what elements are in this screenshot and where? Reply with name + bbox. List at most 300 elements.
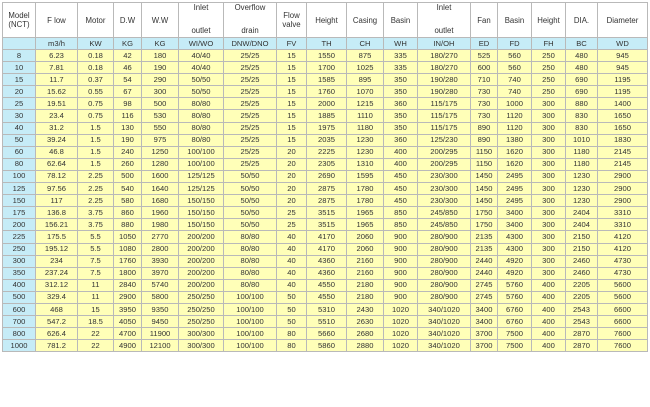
table-cell: 830 bbox=[566, 110, 598, 122]
table-cell: 4170 bbox=[307, 231, 347, 243]
column-header-top: Model bbox=[8, 11, 30, 20]
table-cell: 1380 bbox=[498, 134, 532, 146]
column-header-top: Inlet bbox=[193, 3, 209, 12]
table-cell: 156.21 bbox=[36, 219, 78, 231]
table-cell: 900 bbox=[384, 243, 418, 255]
table-body bbox=[3, 50, 648, 352]
table-cell: 5760 bbox=[498, 279, 532, 291]
table-cell: 1120 bbox=[498, 110, 532, 122]
table-cell: 2404 bbox=[566, 207, 598, 219]
table-cell: 1020 bbox=[384, 303, 418, 315]
column-header-top: Height bbox=[315, 15, 338, 25]
table-cell: 1650 bbox=[598, 110, 648, 122]
model-cell: 800 bbox=[3, 328, 36, 340]
table-row bbox=[3, 231, 648, 243]
table-cell: 4550 bbox=[307, 279, 347, 291]
model-cell: 300 bbox=[3, 255, 36, 267]
table-cell: 25/25 bbox=[224, 110, 277, 122]
table-cell: 500 bbox=[114, 170, 142, 182]
table-cell: 0.37 bbox=[78, 74, 114, 86]
table-cell: 1780 bbox=[347, 183, 384, 195]
unit-cell: KW bbox=[78, 38, 114, 50]
table-cell: 1110 bbox=[347, 110, 384, 122]
table-cell: 6.23 bbox=[36, 50, 78, 62]
table-cell: 20 bbox=[277, 183, 307, 195]
table-cell: 1885 bbox=[307, 110, 347, 122]
unit-cell: IN/OH bbox=[418, 38, 471, 50]
table-cell: 5.5 bbox=[78, 243, 114, 255]
model-cell: 100 bbox=[3, 170, 36, 182]
table-cell: 400 bbox=[532, 303, 566, 315]
table-cell: 360 bbox=[384, 98, 418, 110]
table-cell: 25/25 bbox=[224, 158, 277, 170]
model-cell: 400 bbox=[3, 279, 36, 291]
table-cell: 19.51 bbox=[36, 98, 78, 110]
table-cell: 9450 bbox=[142, 316, 179, 328]
table-cell: 100/100 bbox=[224, 303, 277, 315]
table-cell: 2135 bbox=[471, 243, 498, 255]
table-cell: 2225 bbox=[307, 146, 347, 158]
table-cell: 100/100 bbox=[224, 316, 277, 328]
table-cell: 22 bbox=[78, 340, 114, 352]
column-header bbox=[277, 3, 307, 38]
table-cell: 50/50 bbox=[179, 86, 224, 98]
table-cell: 25/25 bbox=[224, 98, 277, 110]
table-cell: 525 bbox=[471, 50, 498, 62]
table-cell: 2875 bbox=[307, 195, 347, 207]
table-cell: 560 bbox=[498, 62, 532, 74]
table-cell: 400 bbox=[532, 328, 566, 340]
table-cell: 1620 bbox=[498, 146, 532, 158]
table-cell: 1450 bbox=[471, 170, 498, 182]
model-cell: 150 bbox=[3, 195, 36, 207]
table-cell: 2543 bbox=[566, 316, 598, 328]
table-cell: 1010 bbox=[566, 134, 598, 146]
table-cell: 15 bbox=[277, 86, 307, 98]
table-cell: 480 bbox=[566, 50, 598, 62]
column-header bbox=[532, 3, 566, 38]
column-header bbox=[307, 3, 347, 38]
table-cell: 3.75 bbox=[78, 219, 114, 231]
table-cell: 1640 bbox=[142, 183, 179, 195]
table-cell: 300 bbox=[532, 110, 566, 122]
model-cell: 500 bbox=[3, 291, 36, 303]
table-cell: 3700 bbox=[471, 328, 498, 340]
table-cell: 3400 bbox=[471, 303, 498, 315]
table-cell: 300 bbox=[532, 134, 566, 146]
table-row bbox=[3, 122, 648, 134]
table-cell: 350 bbox=[384, 122, 418, 134]
table-cell: 730 bbox=[471, 110, 498, 122]
table-cell: 5740 bbox=[142, 279, 179, 291]
table-cell: 80 bbox=[277, 328, 307, 340]
table-cell: 62.64 bbox=[36, 158, 78, 170]
table-cell: 25/25 bbox=[224, 50, 277, 62]
table-cell: 690 bbox=[566, 74, 598, 86]
table-cell: 300 bbox=[532, 195, 566, 207]
column-header bbox=[498, 3, 532, 38]
table-cell: 781.2 bbox=[36, 340, 78, 352]
table-cell: 560 bbox=[498, 50, 532, 62]
table-cell: 626.4 bbox=[36, 328, 78, 340]
table-cell: 900 bbox=[384, 255, 418, 267]
table-cell: 600 bbox=[471, 62, 498, 74]
table-cell: 4300 bbox=[498, 243, 532, 255]
table-cell: 2495 bbox=[498, 195, 532, 207]
table-cell: 2145 bbox=[598, 158, 648, 170]
table-cell: 80/80 bbox=[224, 231, 277, 243]
table-cell: 11.7 bbox=[36, 74, 78, 86]
table-row bbox=[3, 62, 648, 74]
table-cell: 2745 bbox=[471, 279, 498, 291]
table-cell: 280/900 bbox=[418, 291, 471, 303]
table-cell: 1080 bbox=[114, 243, 142, 255]
table-cell: 20 bbox=[277, 158, 307, 170]
table-cell: 15.62 bbox=[36, 86, 78, 98]
column-header-top: Basin bbox=[390, 15, 411, 25]
table-cell: 1230 bbox=[347, 146, 384, 158]
table-cell: 11 bbox=[78, 291, 114, 303]
table-cell: 150/150 bbox=[179, 207, 224, 219]
table-cell: 450 bbox=[384, 170, 418, 182]
model-cell: 60 bbox=[3, 146, 36, 158]
table-cell: 860 bbox=[114, 207, 142, 219]
table-cell: 2060 bbox=[347, 243, 384, 255]
table-cell: 245/850 bbox=[418, 219, 471, 231]
table-cell: 340/1020 bbox=[418, 316, 471, 328]
table-cell: 40/40 bbox=[179, 62, 224, 74]
model-cell: 8 bbox=[3, 50, 36, 62]
table-row bbox=[3, 170, 648, 182]
table-cell: 50/50 bbox=[224, 183, 277, 195]
column-header bbox=[142, 3, 179, 38]
table-cell: 4360 bbox=[307, 255, 347, 267]
table-cell: 2060 bbox=[347, 231, 384, 243]
table-cell: 2800 bbox=[142, 243, 179, 255]
table-cell: 190 bbox=[114, 134, 142, 146]
table-cell: 125/125 bbox=[179, 183, 224, 195]
table-cell: 260 bbox=[114, 158, 142, 170]
table-cell: 150/150 bbox=[179, 219, 224, 231]
table-cell: 67 bbox=[114, 86, 142, 98]
unit-cell: WH bbox=[384, 38, 418, 50]
table-cell: 1250 bbox=[142, 146, 179, 158]
table-cell: 4050 bbox=[114, 316, 142, 328]
table-cell: 2880 bbox=[347, 340, 384, 352]
table-cell: 540 bbox=[114, 183, 142, 195]
table-cell: 7.5 bbox=[78, 255, 114, 267]
table-cell: 2875 bbox=[307, 183, 347, 195]
table-cell: 830 bbox=[566, 122, 598, 134]
table-cell: 550 bbox=[142, 122, 179, 134]
table-cell: 300/300 bbox=[179, 328, 224, 340]
model-cell: 10 bbox=[3, 62, 36, 74]
table-cell: 1150 bbox=[471, 158, 498, 170]
model-cell: 40 bbox=[3, 122, 36, 134]
table-cell: 300 bbox=[532, 219, 566, 231]
column-header bbox=[384, 3, 418, 38]
table-cell: 25/25 bbox=[224, 62, 277, 74]
unit-cell: WI/WO bbox=[179, 38, 224, 50]
table-cell: 7.81 bbox=[36, 62, 78, 74]
table-cell: 880 bbox=[114, 219, 142, 231]
table-row bbox=[3, 207, 648, 219]
table-cell: 200/200 bbox=[179, 231, 224, 243]
table-cell: 740 bbox=[498, 74, 532, 86]
table-cell: 360 bbox=[384, 134, 418, 146]
column-header bbox=[179, 3, 224, 38]
table-cell: 1195 bbox=[598, 86, 648, 98]
table-row bbox=[3, 219, 648, 231]
table-row bbox=[3, 243, 648, 255]
table-cell: 98 bbox=[114, 98, 142, 110]
table-cell: 1400 bbox=[598, 98, 648, 110]
table-cell: 3930 bbox=[142, 255, 179, 267]
table-cell: 1800 bbox=[114, 267, 142, 279]
table-cell: 450 bbox=[384, 183, 418, 195]
table-cell: 1025 bbox=[347, 62, 384, 74]
table-cell: 80/80 bbox=[224, 267, 277, 279]
table-cell: 350 bbox=[384, 74, 418, 86]
table-cell: 1180 bbox=[566, 158, 598, 170]
table-cell: 895 bbox=[347, 74, 384, 86]
table-cell: 329.4 bbox=[36, 291, 78, 303]
table-cell: 1750 bbox=[471, 219, 498, 231]
table-cell: 2770 bbox=[142, 231, 179, 243]
table-cell: 280/900 bbox=[418, 279, 471, 291]
table-cell: 25/25 bbox=[224, 134, 277, 146]
table-cell: 1620 bbox=[498, 158, 532, 170]
model-cell: 600 bbox=[3, 303, 36, 315]
table-cell: 890 bbox=[471, 134, 498, 146]
table-cell: 2870 bbox=[566, 328, 598, 340]
table-cell: 300 bbox=[532, 231, 566, 243]
table-cell: 20 bbox=[277, 170, 307, 182]
table-row bbox=[3, 328, 648, 340]
column-header-top: Basin bbox=[504, 15, 525, 25]
table-cell: 1.5 bbox=[78, 122, 114, 134]
table-cell: 900 bbox=[384, 279, 418, 291]
table-cell: 2.25 bbox=[78, 170, 114, 182]
table-cell: 25 bbox=[277, 207, 307, 219]
table-cell: 25/25 bbox=[224, 86, 277, 98]
table-cell: 1230 bbox=[347, 134, 384, 146]
header-row bbox=[3, 3, 648, 38]
table-cell: 2690 bbox=[307, 170, 347, 182]
table-cell: 20 bbox=[277, 146, 307, 158]
table-cell: 180 bbox=[142, 50, 179, 62]
table-cell: 2205 bbox=[566, 291, 598, 303]
table-row bbox=[3, 86, 648, 98]
table-cell: 1960 bbox=[142, 207, 179, 219]
table-cell: 4700 bbox=[114, 328, 142, 340]
column-header-bottom: drain bbox=[241, 26, 259, 35]
table-row bbox=[3, 146, 648, 158]
table-cell: 42 bbox=[114, 50, 142, 62]
table-cell: 50/50 bbox=[224, 170, 277, 182]
table-cell: 400 bbox=[384, 146, 418, 158]
table-cell: 300 bbox=[532, 158, 566, 170]
table-cell: 2900 bbox=[598, 170, 648, 182]
table-row bbox=[3, 134, 648, 146]
table-cell: 6760 bbox=[498, 303, 532, 315]
table-cell: 2840 bbox=[114, 279, 142, 291]
table-row bbox=[3, 255, 648, 267]
table-cell: 450 bbox=[384, 195, 418, 207]
table-cell: 4900 bbox=[114, 340, 142, 352]
table-cell: 25/25 bbox=[224, 146, 277, 158]
table-cell: 2160 bbox=[347, 255, 384, 267]
table-cell: 300 bbox=[532, 122, 566, 134]
table-cell: 2900 bbox=[114, 291, 142, 303]
table-cell: 1150 bbox=[471, 146, 498, 158]
table-cell: 0.18 bbox=[78, 62, 114, 74]
unit-cell: FH bbox=[532, 38, 566, 50]
table-cell: 18.5 bbox=[78, 316, 114, 328]
table-cell: 4120 bbox=[598, 231, 648, 243]
unit-row bbox=[3, 38, 648, 50]
table-cell: 2430 bbox=[347, 303, 384, 315]
table-cell: 117 bbox=[36, 195, 78, 207]
table-cell: 250/250 bbox=[179, 316, 224, 328]
table-cell: 115/175 bbox=[418, 122, 471, 134]
column-header bbox=[471, 3, 498, 38]
table-cell: 5600 bbox=[598, 291, 648, 303]
table-cell: 230/300 bbox=[418, 195, 471, 207]
table-cell: 890 bbox=[471, 122, 498, 134]
table-cell: 125/125 bbox=[179, 170, 224, 182]
table-cell: 350 bbox=[384, 110, 418, 122]
table-cell: 50 bbox=[277, 303, 307, 315]
table-cell: 100/100 bbox=[224, 291, 277, 303]
table-cell: 1680 bbox=[142, 195, 179, 207]
table-cell: 2150 bbox=[566, 243, 598, 255]
table-cell: 1700 bbox=[307, 62, 347, 74]
table-row bbox=[3, 74, 648, 86]
table-cell: 180/270 bbox=[418, 50, 471, 62]
table-cell: 40 bbox=[277, 255, 307, 267]
table-cell: 335 bbox=[384, 50, 418, 62]
table-cell: 234 bbox=[36, 255, 78, 267]
table-cell: 340/1020 bbox=[418, 303, 471, 315]
column-header-top: D.W bbox=[119, 15, 136, 25]
table-cell: 468 bbox=[36, 303, 78, 315]
table-cell: 1.5 bbox=[78, 158, 114, 170]
unit-cell: m3/h bbox=[36, 38, 78, 50]
table-cell: 3310 bbox=[598, 207, 648, 219]
table-cell: 4550 bbox=[307, 291, 347, 303]
table-cell: 1230 bbox=[566, 183, 598, 195]
table-cell: 280/900 bbox=[418, 255, 471, 267]
table-cell: 1600 bbox=[142, 170, 179, 182]
model-cell: 250 bbox=[3, 243, 36, 255]
table-cell: 300 bbox=[142, 86, 179, 98]
table-cell: 1965 bbox=[347, 219, 384, 231]
table-cell: 200/295 bbox=[418, 158, 471, 170]
table-cell: 730 bbox=[471, 98, 498, 110]
table-cell: 300 bbox=[532, 207, 566, 219]
unit-cell: FD bbox=[498, 38, 532, 50]
table-cell: 2745 bbox=[471, 291, 498, 303]
table-cell: 300 bbox=[532, 183, 566, 195]
table-cell: 97.56 bbox=[36, 183, 78, 195]
table-cell: 250 bbox=[532, 50, 566, 62]
column-header-top: DIA. bbox=[573, 15, 590, 25]
table-cell: 1550 bbox=[307, 50, 347, 62]
table-cell: 125/230 bbox=[418, 134, 471, 146]
table-cell: 6600 bbox=[598, 316, 648, 328]
table-cell: 730 bbox=[471, 86, 498, 98]
table-cell: 1980 bbox=[142, 219, 179, 231]
table-cell: 1020 bbox=[384, 316, 418, 328]
table-cell: 400 bbox=[532, 291, 566, 303]
unit-cell bbox=[3, 38, 36, 50]
table-cell: 2305 bbox=[307, 158, 347, 170]
table-cell: 5800 bbox=[142, 291, 179, 303]
column-header-bottom: valve bbox=[282, 20, 301, 29]
table-cell: 100/100 bbox=[179, 158, 224, 170]
table-cell: 547.2 bbox=[36, 316, 78, 328]
table-cell: 2495 bbox=[498, 183, 532, 195]
table-cell: 4730 bbox=[598, 255, 648, 267]
table-cell: 175.5 bbox=[36, 231, 78, 243]
table-cell: 280/900 bbox=[418, 231, 471, 243]
table-cell: 710 bbox=[471, 74, 498, 86]
table-cell: 245/850 bbox=[418, 207, 471, 219]
table-cell: 1585 bbox=[307, 74, 347, 86]
table-cell: 2404 bbox=[566, 219, 598, 231]
table-cell: 2495 bbox=[498, 170, 532, 182]
table-cell: 80/80 bbox=[179, 122, 224, 134]
model-cell: 700 bbox=[3, 316, 36, 328]
table-cell: 115/175 bbox=[418, 110, 471, 122]
table-cell: 15 bbox=[78, 303, 114, 315]
column-header-bottom: (NCT) bbox=[8, 20, 30, 29]
table-cell: 50 bbox=[277, 291, 307, 303]
table-cell: 3.75 bbox=[78, 207, 114, 219]
unit-cell: TH bbox=[307, 38, 347, 50]
table-cell: 40 bbox=[277, 279, 307, 291]
column-header bbox=[418, 3, 471, 38]
table-cell: 1595 bbox=[347, 170, 384, 182]
table-cell: 40 bbox=[277, 267, 307, 279]
table-cell: 3950 bbox=[114, 303, 142, 315]
table-cell: 900 bbox=[384, 267, 418, 279]
table-cell: 7600 bbox=[598, 328, 648, 340]
column-header bbox=[566, 3, 598, 38]
table-cell: 300 bbox=[532, 146, 566, 158]
table-cell: 46.8 bbox=[36, 146, 78, 158]
unit-cell: CH bbox=[347, 38, 384, 50]
table-cell: 300 bbox=[532, 98, 566, 110]
table-cell: 180/270 bbox=[418, 62, 471, 74]
table-cell: 1760 bbox=[307, 86, 347, 98]
table-row bbox=[3, 50, 648, 62]
model-cell: 350 bbox=[3, 267, 36, 279]
table-cell: 1760 bbox=[114, 255, 142, 267]
table-cell: 5760 bbox=[498, 291, 532, 303]
column-header bbox=[598, 3, 648, 38]
table-cell: 200/200 bbox=[179, 255, 224, 267]
table-cell: 250 bbox=[532, 62, 566, 74]
table-cell: 1020 bbox=[384, 328, 418, 340]
table-cell: 250/250 bbox=[179, 291, 224, 303]
table-cell: 2460 bbox=[566, 267, 598, 279]
table-cell: 2630 bbox=[347, 316, 384, 328]
table-cell: 15 bbox=[277, 50, 307, 62]
unit-cell: BC bbox=[566, 38, 598, 50]
table-cell: 1195 bbox=[598, 74, 648, 86]
